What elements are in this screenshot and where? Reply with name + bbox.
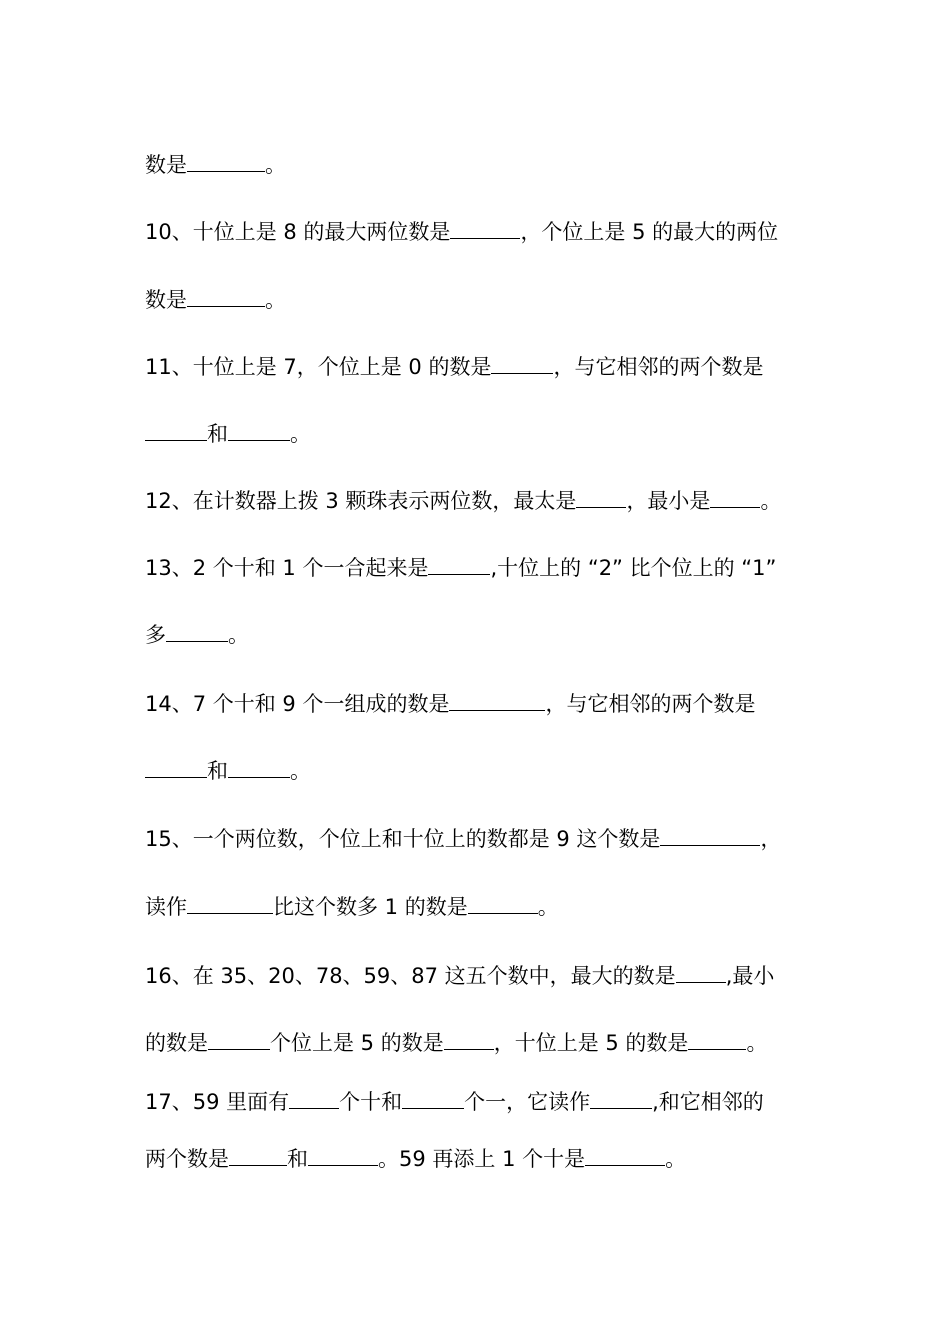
answer-blank[interactable] [576,487,626,508]
text: 数是 [145,153,187,177]
answer-blank[interactable] [187,286,265,307]
text: 15、一个两位数，个位上和十位上的数都是 9 这个数是 [145,827,661,851]
answer-blank[interactable] [444,1029,494,1050]
question-17-continued [145,1145,686,1173]
answer-blank[interactable] [229,1145,287,1166]
question-17 [145,1088,764,1116]
text: ,十位上的 “2” 比个位上的 “1” [490,556,777,580]
text: 13、2 个十和 1 个一合起来是 [145,556,429,580]
answer-blank[interactable] [145,420,207,441]
text: 17、59 里面有 [145,1090,290,1114]
question-16-continued [145,1029,767,1057]
text: 。 [665,1147,687,1171]
answer-blank[interactable] [145,757,207,778]
question-10 [145,218,778,246]
text: 和 [207,759,228,783]
text: 。59 再添上 1 个十是 [378,1147,586,1171]
text: 的数是 [145,1031,208,1055]
text: 12、在计数器上拨 3 颗珠表示两位数，最太是 [145,489,577,513]
answer-blank[interactable] [166,621,228,642]
answer-blank[interactable] [676,962,726,983]
text: ，与它相邻的两个数是 [545,692,756,716]
text: 数是 [145,288,187,312]
text: 比这个数多 1 的数是 [273,895,468,919]
text: 个十和 [339,1090,403,1114]
question-12 [145,487,781,515]
answer-blank[interactable] [590,1088,652,1109]
text: 两个数是 [145,1147,229,1171]
text: 。 [265,153,286,177]
text: 读作 [145,895,187,919]
text: 。 [746,1031,768,1055]
text: 多 [145,623,166,647]
text: ，与它相邻的两个数是 [553,355,764,379]
text: 11、十位上是 7，个位上是 0 的数是 [145,355,492,379]
question-15-continued [145,893,559,921]
answer-blank[interactable] [491,353,553,374]
answer-blank[interactable] [187,893,273,914]
answer-blank[interactable] [585,1145,665,1166]
answer-blank[interactable] [710,487,760,508]
text: ，最小是 [626,489,711,513]
answer-blank[interactable] [688,1029,746,1050]
answer-blank[interactable] [402,1088,464,1109]
question-16 [145,962,774,990]
text: 和 [207,422,228,446]
text: 。 [290,422,311,446]
text: 10、十位上是 8 的最大两位数是 [145,220,451,244]
answer-blank[interactable] [289,1088,339,1109]
question-13 [145,554,776,582]
text: ， [760,827,782,851]
question-13-continued [145,621,249,649]
question-10-continued [145,286,286,314]
answer-blank[interactable] [428,554,490,575]
text: ，个位上是 5 的最大的两位 [520,220,779,244]
answer-blank[interactable] [449,690,545,711]
line-9-continued [145,151,286,179]
text: 个一，它读作 [464,1090,591,1114]
answer-blank[interactable] [450,218,520,239]
answer-blank[interactable] [468,893,538,914]
text: 。 [265,288,286,312]
answer-blank[interactable] [660,825,760,846]
answer-blank[interactable] [228,757,290,778]
question-15 [145,825,781,853]
text: 。 [537,895,559,919]
question-11 [145,353,763,381]
answer-blank[interactable] [187,151,265,172]
text: ,最小 [725,964,775,988]
text: ，十位上是 5 的数是 [493,1031,689,1055]
question-14 [145,690,755,718]
answer-blank[interactable] [228,420,290,441]
answer-blank[interactable] [208,1029,270,1050]
text: 。 [228,623,249,647]
text: 个位上是 5 的数是 [270,1031,444,1055]
question-11-continued [145,420,311,448]
text: 。 [760,489,782,513]
question-14-continued [145,757,311,785]
text: 。 [290,759,311,783]
answer-blank[interactable] [308,1145,378,1166]
text: 和 [287,1147,308,1171]
text: 14、7 个十和 9 个一组成的数是 [145,692,450,716]
text: 16、在 35、20、78、59、87 这五个数中，最大的数是 [145,964,676,988]
text: ,和它相邻的 [652,1090,764,1114]
